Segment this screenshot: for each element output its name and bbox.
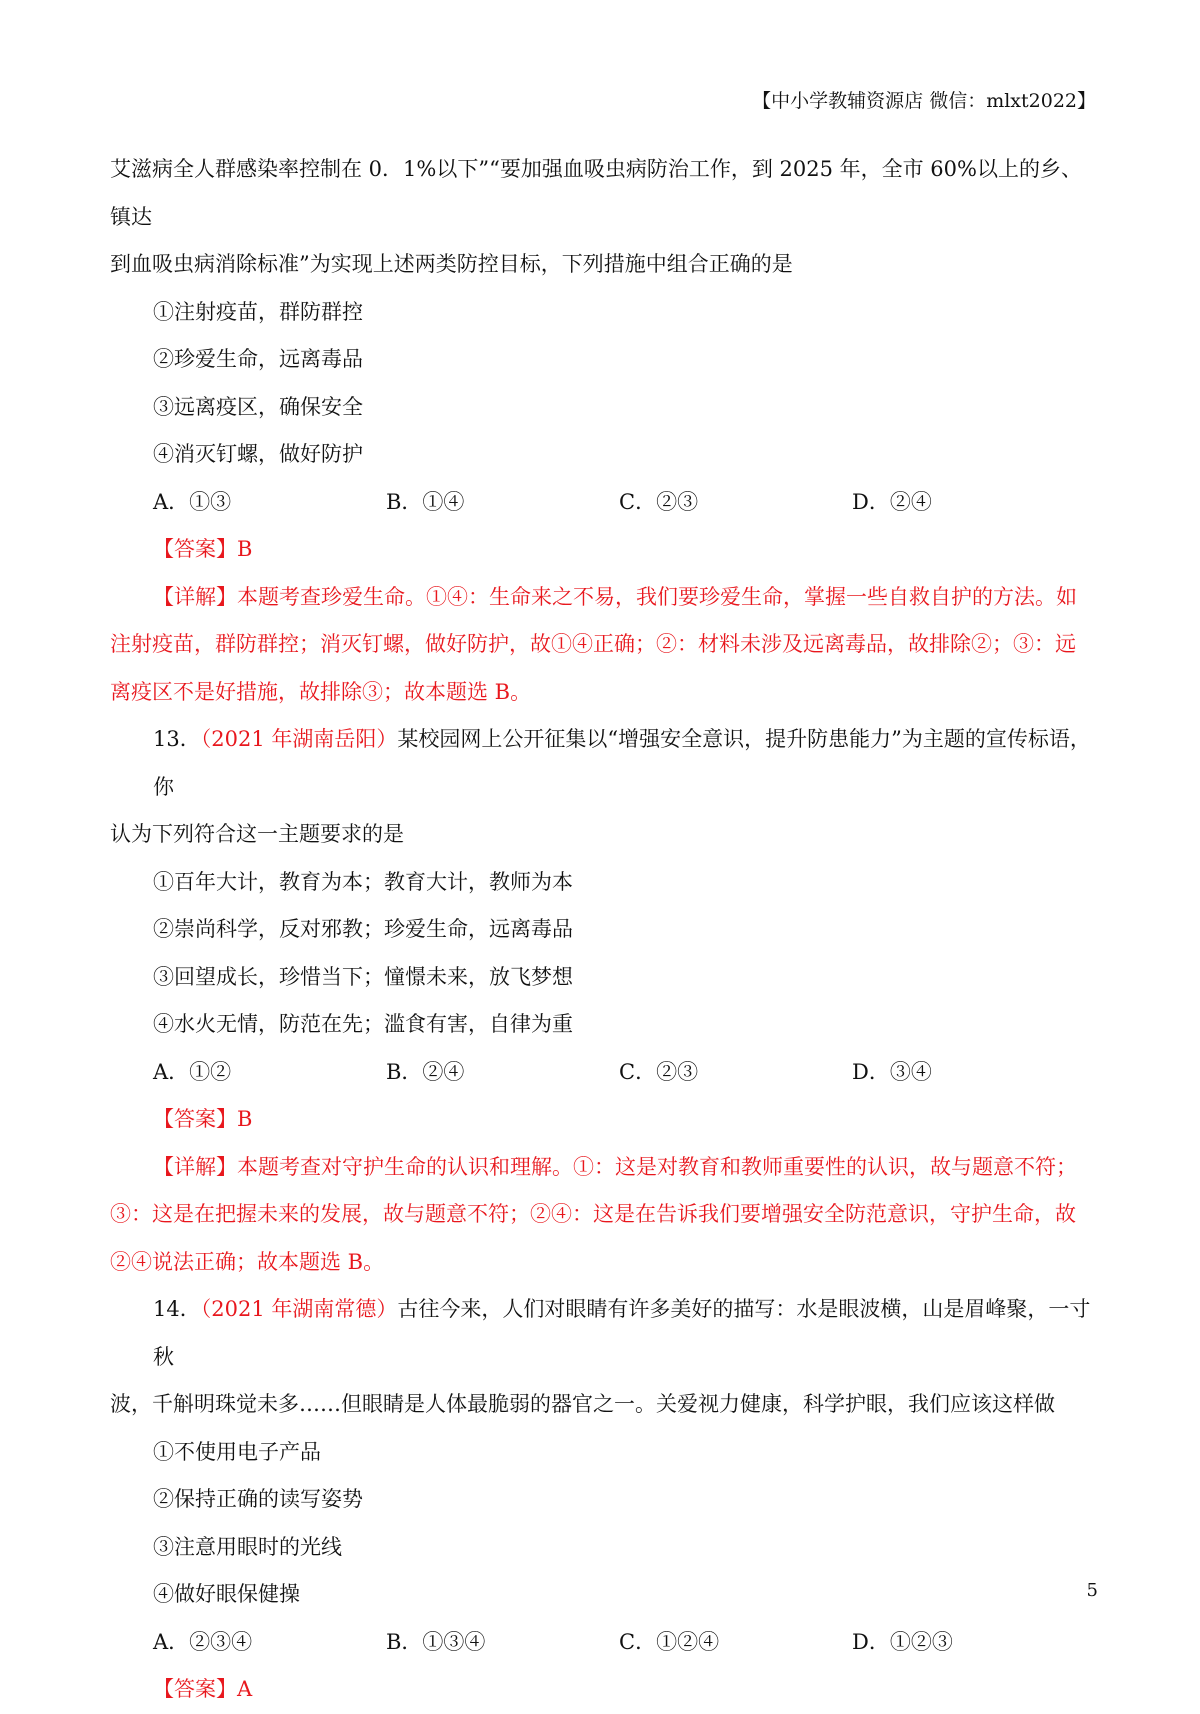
explanation-line: 注射疫苗，群防群控；消灭钉螺，做好防护，故①④正确；②：材料未涉及远离毒品，故排除②；③：远 (110, 632, 1076, 656)
page-number: 5 (1086, 1580, 1098, 1601)
document-body (110, 146, 1100, 1714)
explanation-line: 【详解】本题考查珍爱生命。①④：生命来之不易，我们要珍爱生命，掌握一些自救自护的方法。如 (153, 584, 1077, 609)
page-header: 【中小学教辅资源店 微信：mlxt2022】 (752, 90, 1096, 112)
question-stem-text: 某校园网上公开征集以“增强安全意识，提升防患能力”为主题的宣传标语，你 (153, 727, 1091, 799)
choice-item: ④做好眼保健操 (153, 1582, 300, 1606)
question-source: （2021 年湖南岳阳） (200, 727, 398, 751)
answer-options (110, 1049, 1100, 1097)
answer-options (110, 1619, 1100, 1667)
question-number: 13． (153, 727, 201, 751)
explanation-line: ②④说法正确；故本题选 B。 (110, 1249, 385, 1274)
question-12 (110, 146, 1100, 716)
question-stem-line: 认为下列符合这一主题要求的是 (110, 822, 404, 846)
question-stem-text: 古往今来，人们对眼睛有许多美好的描写：水是眼波横，山是眉峰聚，一寸秋 (153, 1297, 1091, 1369)
option-b: B．①④ (386, 489, 465, 514)
explanation-line: 离疫区不是好措施，故排除③；故本题选 B。 (110, 679, 532, 704)
choice-item: ④水火无情，防范在先；滥食有害，自律为重 (153, 1012, 573, 1036)
option-d: D．②④ (852, 489, 932, 514)
choice-item: ④消灭钉螺，做好防护 (153, 442, 363, 466)
answer-options (110, 479, 1100, 527)
option-d: D．③④ (852, 1059, 932, 1084)
question-stem-line: 波，千斛明珠觉未多……但眼睛是人体最脆弱的器官之一。关爱视力健康，科学护眼，我们应该这样做 (110, 1392, 1055, 1416)
question-number: 14． (153, 1297, 201, 1321)
option-b: B．②④ (386, 1059, 465, 1084)
choice-item: ③远离疫区，确保安全 (153, 394, 363, 419)
question-stem-line: 到血吸虫病消除标准”为实现上述两类防控目标，下列措施中组合正确的是 (110, 252, 793, 276)
choice-item: ②崇尚科学，反对邪教；珍爱生命，远离毒品 (153, 917, 573, 941)
question-source: （2021 年湖南常德） (200, 1297, 398, 1321)
explanation-line: 【详解】本题考查对守护生命的认识和理解。①：这是对教育和教师重要性的认识，故与题意不符； (153, 1154, 1077, 1179)
option-c: C．②③ (619, 489, 699, 514)
question-stem-line (110, 1286, 1100, 1381)
option-a: A．①② (153, 1059, 232, 1084)
answer-label: 【答案】B (153, 1107, 253, 1131)
choice-item: ②珍爱生命，远离毒品 (153, 347, 363, 371)
choice-item: ①百年大计，教育为本；教育大计，教师为本 (153, 869, 573, 894)
option-c: C．②③ (619, 1059, 699, 1084)
explanation-line: ③：这是在把握未来的发展，故与题意不符；②④：这是在告诉我们要增强安全防范意识，守护生命，故 (110, 1202, 1076, 1226)
option-a: A．①③ (153, 489, 232, 514)
question-13 (110, 716, 1100, 1286)
option-a: A．②③④ (153, 1629, 253, 1654)
option-d: D．①②③ (852, 1629, 953, 1654)
option-c: C．①②④ (619, 1629, 720, 1654)
question-stem-line (110, 716, 1100, 811)
choice-item: ③回望成长，珍惜当下；憧憬未来，放飞梦想 (153, 964, 573, 989)
choice-item: ③注意用眼时的光线 (153, 1534, 342, 1559)
choice-item: ①注射疫苗，群防群控 (153, 299, 363, 324)
option-b: B．①③④ (386, 1629, 486, 1654)
choice-item: ①不使用电子产品 (153, 1439, 321, 1464)
question-14 (110, 1286, 1100, 1714)
choice-item: ②保持正确的读写姿势 (153, 1487, 363, 1511)
answer-label: 【答案】A (153, 1677, 253, 1701)
question-stem-line: 艾滋病全人群感染率控制在 0．1%以下”“要加强血吸虫病防治工作，到 2025 年，全市 60%以上的乡、镇达 (110, 157, 1082, 229)
answer-label: 【答案】B (153, 537, 253, 561)
